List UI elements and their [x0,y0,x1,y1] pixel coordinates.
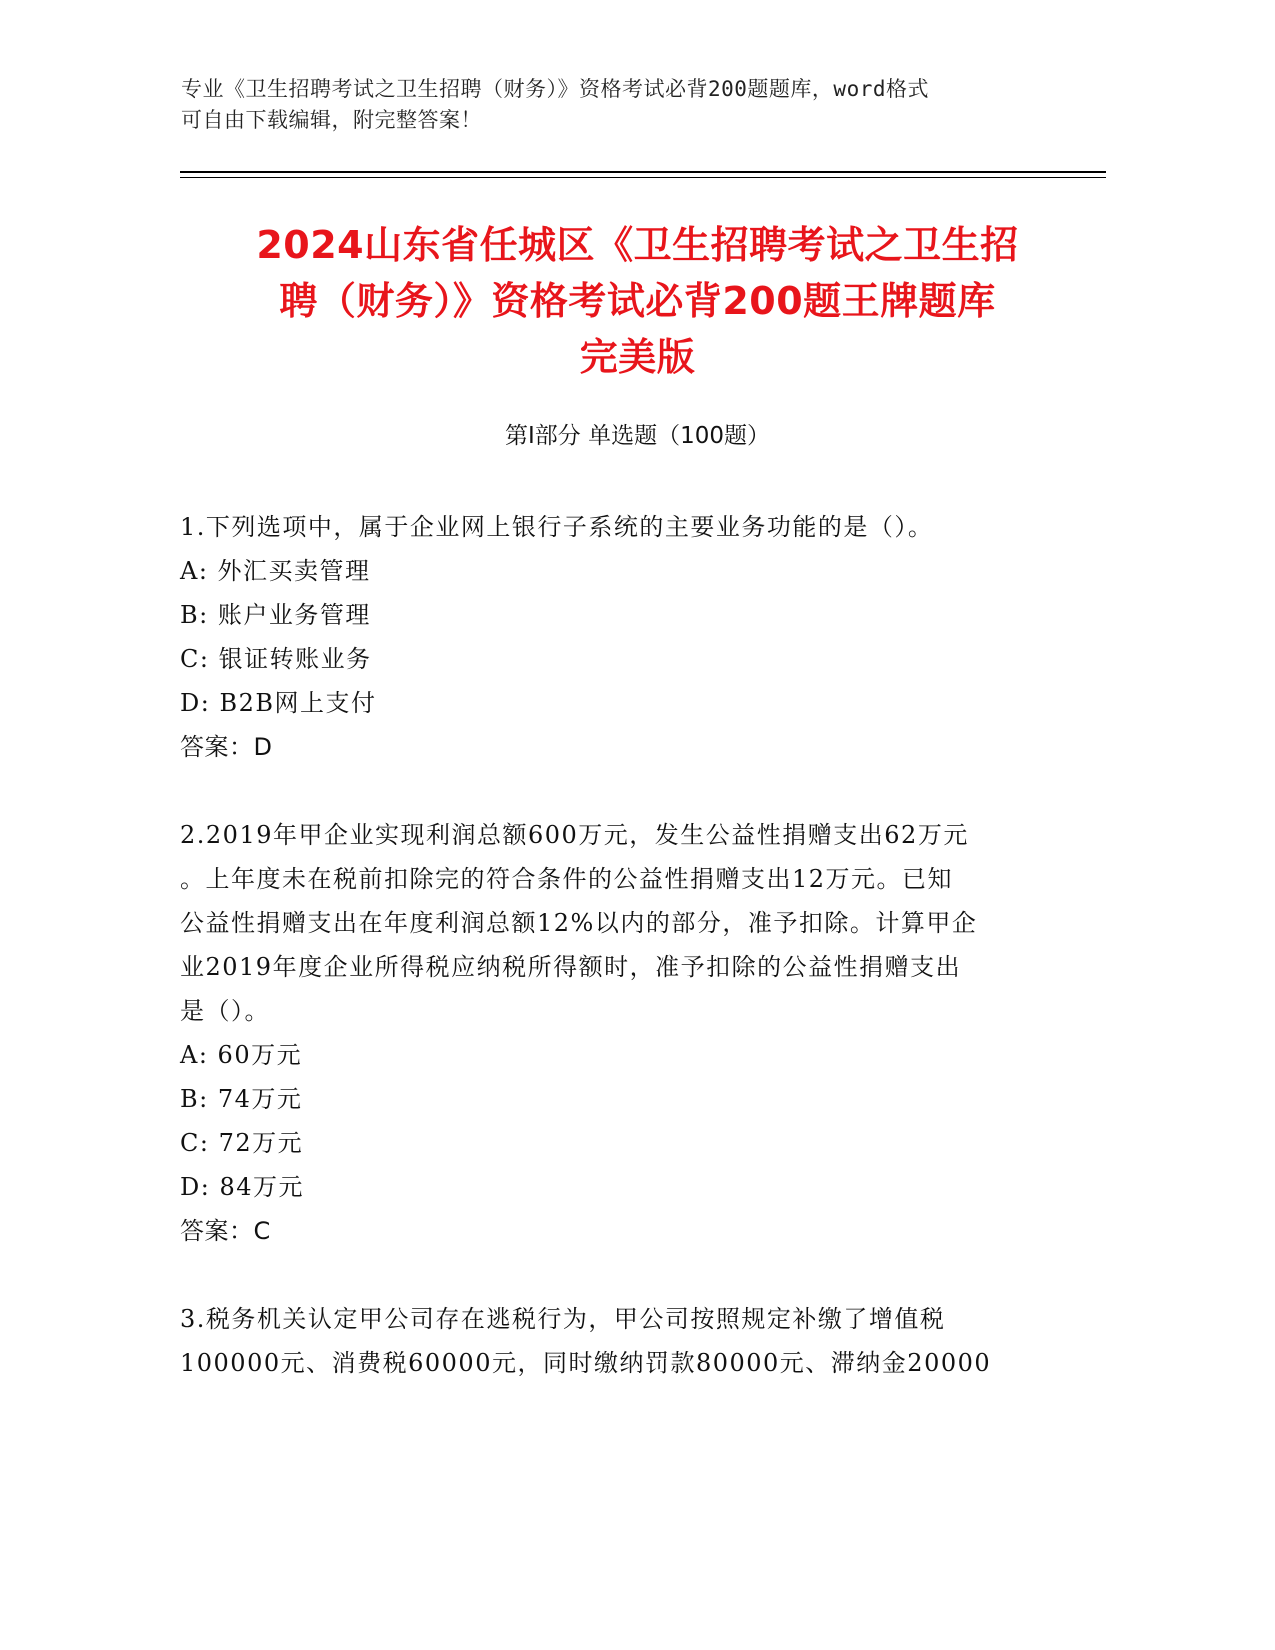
question-text: 2.2019年甲企业实现利润总额600万元，发生公益性捐赠支出62万元 [180,821,969,849]
question-text: 是（）。 [180,997,270,1025]
question-text: 1.下列选项中，属于企业网上银行子系统的主要业务功能的是（）。 [180,513,934,541]
question-text: 100000元、消费税60000元，同时缴纳罚款80000元、滞纳金20000 [180,1349,992,1377]
option-d: D: 84万元 [180,1173,304,1201]
question-text: 。上年度未在税前扣除完的符合条件的公益性捐赠支出12万元。已知 [180,865,954,893]
section-title: 第Ⅰ部分 单选题（100题） [505,423,770,449]
answer-line: 答案：C [180,1217,271,1245]
header-note-line: 可自由下载编辑，附完整答案！ [181,108,482,132]
question-text: 3.税务机关认定甲公司存在逃税行为，甲公司按照规定补缴了增值税 [180,1305,946,1333]
header-rule-thin [180,177,1106,178]
question-text: 业2019年度企业所得税应纳税所得额时，准予扣除的公益性捐赠支出 [180,953,962,981]
question-item [180,505,1050,769]
questions-list [180,505,1050,1429]
option-c: C: 银证转账业务 [180,645,372,673]
header-rule-thick [180,171,1106,173]
title-line: 2024山东省任城区《卫生招聘考试之卫生招 [256,223,1019,267]
document-title [150,217,1125,385]
question-item [180,813,1050,1253]
option-d: D: B2B网上支付 [180,689,377,717]
option-b: B: 74万元 [180,1085,303,1113]
title-line: 完美版 [579,335,696,379]
option-b: B: 账户业务管理 [180,601,371,629]
option-a: A: 60万元 [180,1041,303,1069]
option-a: A: 外汇买卖管理 [180,557,371,585]
question-item [180,1297,1050,1385]
option-c: C: 72万元 [180,1129,304,1157]
title-line: 聘（财务）》资格考试必背200题王牌题库 [279,279,996,323]
header-note-line: 专业《卫生招聘考试之卫生招聘（财务）》资格考试必背200题题库，word格式 [181,77,929,101]
answer-line: 答案：D [180,733,273,761]
header-note [181,74,1041,136]
question-text: 公益性捐赠支出在年度利润总额12%以内的部分，准予扣除。计算甲企 [180,909,978,937]
